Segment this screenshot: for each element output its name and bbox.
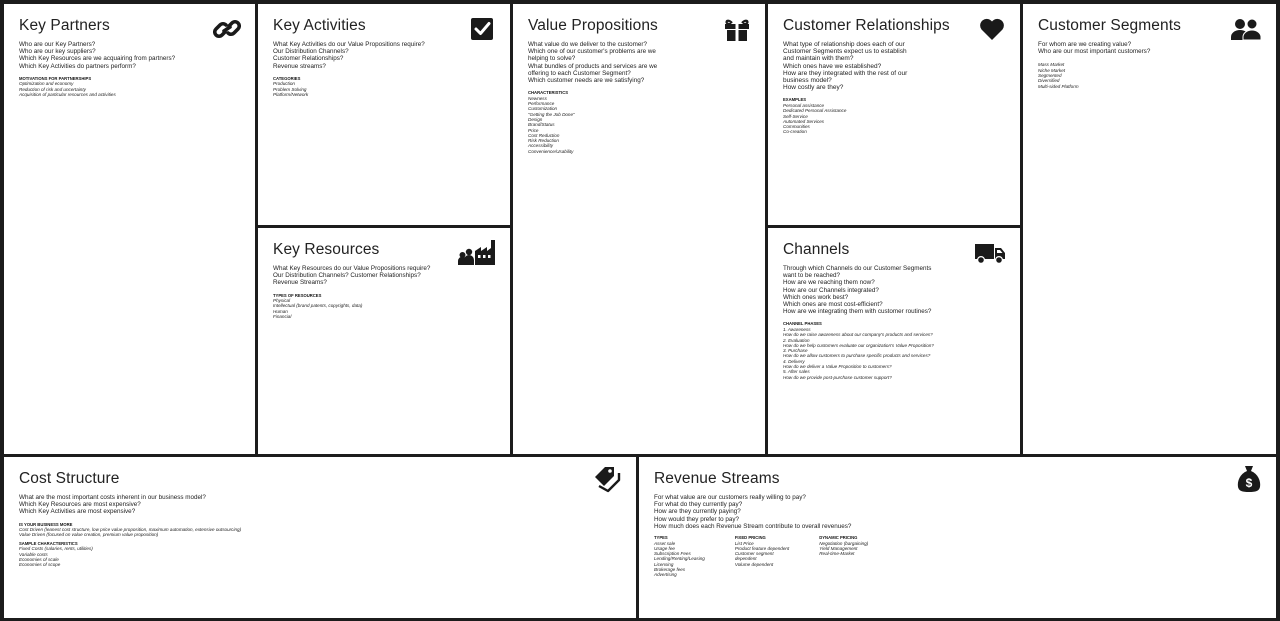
list-item: dependent bbox=[734, 556, 757, 562]
question-line: How much does each Revenue Stream contribute to overall revenues? bbox=[654, 522, 852, 530]
gift-icon bbox=[723, 16, 751, 42]
list-item: Risk Reduction bbox=[528, 138, 559, 144]
list-item: How do we help customers evaluate our organization's Value Proposition? bbox=[783, 342, 934, 348]
list-item: Multi-sided Platform bbox=[1038, 83, 1079, 89]
block-value-propositions bbox=[513, 4, 765, 454]
column-dynamic-pricing bbox=[819, 535, 868, 578]
list-item: Physical bbox=[273, 298, 291, 304]
list-item: Advertising bbox=[654, 572, 677, 578]
list-item: Customization bbox=[528, 106, 558, 112]
column-fixed-pricing bbox=[735, 535, 789, 578]
list-item: Platform/Network bbox=[273, 91, 309, 97]
tag-icon bbox=[592, 465, 622, 493]
items bbox=[273, 298, 500, 319]
block-title: Revenue Streams bbox=[654, 470, 780, 487]
list-item: Niche Market bbox=[1038, 67, 1066, 73]
list-item: 3. Purchase bbox=[783, 348, 808, 354]
question-line: Which Key Resources are we acquairing from partners? bbox=[19, 55, 176, 63]
question-line: What bundles of products and services are we bbox=[528, 62, 658, 70]
list-item: Cost Reduction bbox=[528, 132, 560, 138]
factory-icon bbox=[458, 238, 496, 266]
items bbox=[19, 527, 626, 538]
column-heading: DYNAMIC PRICING bbox=[819, 535, 858, 541]
list-item: How do we provide post-purchase customer support? bbox=[783, 374, 892, 380]
block-content bbox=[654, 494, 1266, 578]
list-item: Yield Management bbox=[819, 545, 858, 551]
questions bbox=[273, 265, 500, 287]
question-line: Which one of our customer's problems are we bbox=[528, 48, 656, 56]
list-item: Self-Service bbox=[783, 113, 808, 119]
list-item: Fixed Costs (salaries, rents, utilities) bbox=[19, 546, 93, 552]
list-item: Convenience/Usability bbox=[528, 148, 574, 154]
question-line: For what value are our customers really willing to pay? bbox=[654, 494, 806, 501]
pricing-columns bbox=[654, 535, 1266, 578]
block-content bbox=[1038, 41, 1266, 89]
question-line: For whom are we creating value? bbox=[1038, 41, 1132, 48]
questions bbox=[19, 494, 626, 516]
subheading: EXAMPLES bbox=[783, 97, 807, 103]
question-line: Which Key Activities are most expensive? bbox=[19, 508, 136, 516]
items bbox=[783, 327, 1010, 380]
list-item: Design bbox=[528, 116, 543, 122]
question-line: Customer Relationships? bbox=[273, 55, 344, 63]
question-line: What are the most important costs inherent in our business model? bbox=[19, 494, 206, 501]
question-line: offering to each Customer Segment? bbox=[528, 69, 631, 77]
questions bbox=[528, 41, 755, 84]
question-line: Our Distribution Channels? bbox=[273, 48, 349, 56]
list-item: Product feature dependent bbox=[734, 545, 790, 551]
items bbox=[783, 103, 1010, 135]
list-item: Real-time-Market bbox=[819, 551, 855, 557]
block-content bbox=[19, 41, 245, 97]
question-line: and maintain with them? bbox=[783, 55, 854, 63]
list-item: Co-creation bbox=[783, 129, 807, 135]
money-bag-icon bbox=[1236, 465, 1262, 493]
list-item: Variable costs bbox=[19, 551, 48, 557]
block-revenue-streams bbox=[639, 457, 1276, 618]
list-item: Brokerage fees bbox=[654, 567, 686, 572]
list-item: Diversified bbox=[1038, 78, 1060, 84]
questions bbox=[783, 265, 1010, 315]
block-title: Cost Structure bbox=[19, 470, 120, 487]
question-line: Revenue streams? bbox=[273, 62, 326, 70]
list-item: 4. Delivery bbox=[783, 358, 805, 364]
question-line: Which ones work best? bbox=[783, 293, 849, 301]
list-item: Production bbox=[273, 81, 295, 87]
list-item: Price bbox=[528, 127, 539, 133]
subheading: IS YOUR BUSINESS MORE bbox=[19, 521, 73, 527]
list-item: Personal assistance bbox=[783, 102, 825, 108]
list-item: 2. Evaluation bbox=[783, 337, 810, 343]
question-line: How would they prefer to pay? bbox=[654, 515, 740, 523]
list-item: Brand/Status bbox=[528, 122, 555, 128]
list-item: Optimization and economy bbox=[19, 81, 74, 87]
list-item: Communities bbox=[783, 124, 810, 130]
block-customer-relationships bbox=[768, 4, 1020, 225]
subheading: CHARACTERISTICS bbox=[528, 90, 569, 96]
block-content bbox=[19, 494, 626, 567]
list-item: Performance bbox=[528, 101, 555, 107]
block-channels bbox=[768, 228, 1020, 454]
subheading: CATEGORIES bbox=[273, 75, 301, 81]
list-item: How do we raise awareness about our company's products and services? bbox=[783, 332, 933, 338]
question-line: Who are our key suppliers? bbox=[19, 48, 96, 56]
list-item: 1. Awareness bbox=[783, 326, 811, 332]
items bbox=[19, 81, 245, 97]
block-key-resources bbox=[258, 228, 510, 454]
column-items bbox=[654, 541, 705, 578]
list-item: Intellectual (brand patents, copyrights, data) bbox=[273, 303, 363, 309]
list-item: Negotiation (bargaining) bbox=[819, 540, 869, 546]
block-content bbox=[273, 41, 500, 97]
question-line: For what do they currently pay? bbox=[654, 501, 743, 509]
question-line: What Key Resources do our Value Propositions require? bbox=[273, 265, 431, 272]
question-line: Who are our Key Partners? bbox=[19, 41, 96, 48]
items bbox=[1038, 62, 1266, 88]
list-item: Segmented bbox=[1038, 73, 1062, 78]
question-line: What Key Activities do our Value Propositions require? bbox=[273, 41, 425, 48]
question-line: What type of relationship does each of our bbox=[783, 41, 905, 48]
items-2 bbox=[19, 546, 626, 567]
list-item: Mass Market bbox=[1038, 62, 1065, 68]
list-item: Economies of scope bbox=[19, 562, 61, 568]
svg-text:$: $ bbox=[1245, 476, 1253, 490]
list-item: How do we deliver a Value Proposition to customers? bbox=[783, 364, 892, 369]
list-item: Reduction of risk and uncertainty bbox=[19, 86, 86, 92]
question-line: How are they currently paying? bbox=[654, 508, 741, 516]
column-heading: FIXED PRICING bbox=[734, 535, 766, 541]
list-item: Economies of scale bbox=[19, 556, 59, 562]
list-item: Lending/Renting/Leasing bbox=[654, 556, 705, 562]
column-types bbox=[654, 535, 705, 578]
questions bbox=[1038, 41, 1266, 55]
block-title: Channels bbox=[783, 241, 850, 258]
question-line: want to be reached? bbox=[783, 272, 841, 280]
question-line: Which Key Resources are most expensive? bbox=[19, 501, 141, 509]
column-items bbox=[819, 541, 868, 557]
block-content bbox=[273, 265, 500, 319]
heart-icon bbox=[978, 16, 1006, 42]
block-content bbox=[783, 41, 1010, 135]
question-line: How are we integrating them with customer routines? bbox=[783, 308, 932, 316]
items bbox=[273, 81, 500, 97]
list-item: Volume dependent bbox=[734, 561, 774, 567]
list-item: Accessibility bbox=[528, 143, 554, 149]
list-item: Dedicated Personal Assistance bbox=[783, 108, 847, 114]
question-line: How are we reaching them now? bbox=[783, 279, 875, 287]
question-line: How are they integrated with the rest of our bbox=[783, 69, 908, 77]
question-line: Through which Channels do our Customer Segments bbox=[783, 265, 932, 272]
list-item: Human bbox=[273, 308, 288, 314]
block-title: Customer Relationships bbox=[783, 17, 950, 34]
list-item: How do we allow customers to purchase specific products and services? bbox=[783, 353, 931, 359]
question-line: How are our Channels integrated? bbox=[783, 286, 879, 294]
truck-icon bbox=[974, 240, 1006, 266]
question-line: What value do we deliver to the customer? bbox=[528, 41, 648, 48]
users-icon bbox=[1230, 16, 1262, 42]
column-heading: TYPES bbox=[654, 535, 668, 541]
block-content bbox=[783, 265, 1010, 380]
question-line: Revenue Streams? bbox=[273, 279, 327, 287]
list-item: Automated Services bbox=[783, 118, 825, 124]
questions bbox=[783, 41, 1010, 91]
items bbox=[528, 96, 755, 154]
block-key-activities bbox=[258, 4, 510, 225]
question-line: Our Distribution Channels? Customer Relationships? bbox=[273, 272, 421, 280]
list-item: Financial bbox=[273, 314, 292, 319]
subheading: MOTIVATIONS FOR PARTNERSHIPS bbox=[19, 75, 92, 81]
column-items bbox=[735, 541, 789, 567]
subheading: CHANNEL PHASES bbox=[783, 321, 822, 327]
block-title: Key Resources bbox=[273, 241, 380, 258]
question-line: How costly are they? bbox=[783, 84, 844, 92]
block-title: Customer Segments bbox=[1038, 17, 1181, 34]
subheading-2: SAMPLE CHARACTERISTICS bbox=[19, 540, 78, 546]
question-line: Which ones are most cost-efficient? bbox=[783, 301, 883, 309]
list-item: Cost Driven (leanest cost structure, low price value proposition, maximum automation, extensive outsourcing) bbox=[19, 527, 242, 533]
list-item: Newness bbox=[528, 95, 547, 101]
block-title: Value Propositions bbox=[528, 17, 658, 34]
questions bbox=[19, 41, 245, 70]
list-item: List Price bbox=[734, 540, 754, 546]
block-content bbox=[528, 41, 755, 154]
block-title: Key Activities bbox=[273, 17, 366, 34]
list-item: "Getting the Job Done" bbox=[528, 111, 575, 117]
checkbox-icon bbox=[468, 16, 496, 42]
list-item: Value Driven (focused on value creation, premium value proposition) bbox=[19, 532, 159, 538]
block-title: Key Partners bbox=[19, 17, 110, 34]
link-icon bbox=[213, 16, 241, 42]
questions bbox=[654, 494, 1266, 530]
block-key-partners bbox=[4, 4, 255, 454]
list-item: Licensing bbox=[654, 561, 674, 567]
block-cost-structure bbox=[4, 457, 636, 618]
question-line: Which Key Activities do partners perform? bbox=[19, 62, 136, 70]
subheading: TYPES OF RESOURCES bbox=[273, 292, 322, 298]
questions bbox=[273, 41, 500, 70]
list-item: Problem Solving bbox=[273, 86, 307, 92]
list-item: 5. After sales bbox=[783, 369, 810, 375]
question-line: business model? bbox=[783, 77, 832, 85]
question-line: Which customer needs are we satisfying? bbox=[528, 77, 645, 85]
list-item: Usage fee bbox=[654, 545, 675, 551]
question-line: Which ones have we established? bbox=[783, 62, 882, 70]
question-line: Who are our most important customers? bbox=[1038, 48, 1151, 56]
question-line: Customer Segments expect us to establish bbox=[783, 48, 907, 56]
list-item: Customer segment bbox=[734, 551, 774, 557]
list-item: Asset sale bbox=[654, 540, 676, 546]
list-item: Acquisition of particular resources and activities bbox=[19, 91, 116, 97]
question-line: helping to solve? bbox=[528, 55, 576, 63]
block-customer-segments bbox=[1023, 4, 1276, 454]
list-item: Subscription Fees bbox=[654, 551, 691, 557]
